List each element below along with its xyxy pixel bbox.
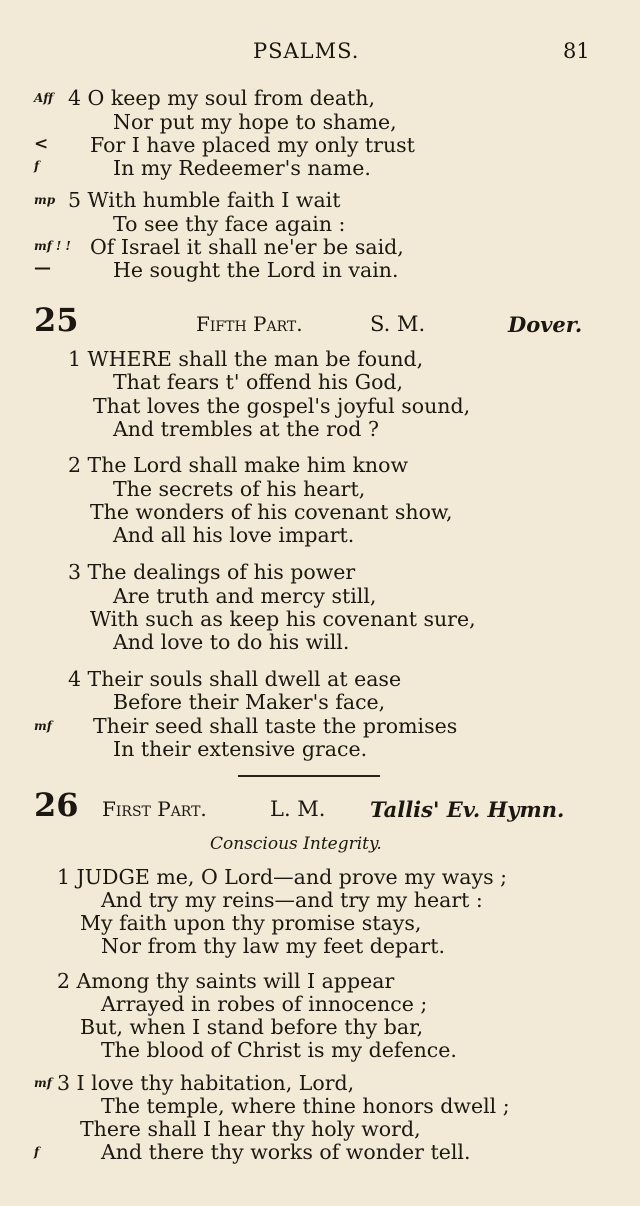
verse-line: 1 JUDGE me, O Lord—and prove my ways ;: [57, 865, 508, 889]
verse-line: To see thy face again :: [113, 212, 346, 236]
verse-line: Of Israel it shall ne'er be said,: [90, 235, 404, 259]
dash-mark: —: [34, 258, 51, 278]
page-number: 81: [563, 39, 590, 63]
verse-line: Arrayed in robes of innocence ;: [101, 992, 428, 1016]
hymn-number: 26: [34, 786, 79, 824]
verse-line: With such as keep his covenant sure,: [90, 607, 476, 631]
verse-line: And there thy works of wonder tell.: [101, 1140, 471, 1164]
tune-name: Dover.: [508, 312, 583, 337]
dynamic-mark: f: [34, 1145, 40, 1159]
dynamic-mark: Aff: [34, 91, 54, 105]
verse-line: The blood of Christ is my defence.: [101, 1038, 457, 1062]
verse-line: 2 The Lord shall make him know: [68, 453, 409, 477]
verse-line: For I have placed my only trust: [90, 133, 415, 157]
verse-line: My faith upon thy promise stays,: [80, 911, 422, 935]
verse-line: He sought the Lord in vain.: [113, 258, 399, 282]
verse-line: And try my reins—and try my heart :: [101, 888, 483, 912]
hymn-part: First Part.: [102, 797, 207, 821]
tune-name: Tallis' Ev. Hymn.: [370, 797, 565, 822]
verse-line: 1 WHERE shall the man be found,: [68, 347, 424, 371]
verse-line: Their seed shall taste the promises: [93, 714, 458, 738]
verse-line: Are truth and mercy still,: [113, 584, 377, 608]
verse-line: 3 I love thy habitation, Lord,: [57, 1071, 355, 1095]
dynamic-mark: mf: [34, 719, 52, 733]
verse-line: The secrets of his heart,: [113, 477, 366, 501]
verse-line: The wonders of his covenant show,: [90, 500, 453, 524]
dynamic-mark: mf ! !: [34, 239, 71, 253]
verse-line: And trembles at the rod ?: [113, 417, 379, 441]
verse-line: And love to do his will.: [113, 630, 350, 654]
verse-line: 5 With humble faith I wait: [68, 188, 341, 212]
hymn-meter: S. M.: [370, 312, 426, 336]
verse-line: But, when I stand before thy bar,: [80, 1015, 424, 1039]
verse-line: In their extensive grace.: [113, 737, 368, 761]
verse-line: 4 Their souls shall dwell at ease: [68, 667, 402, 691]
verse-line: The temple, where thine honors dwell ;: [101, 1094, 510, 1118]
verse-line: That loves the gospel's joyful sound,: [93, 394, 471, 418]
dynamic-mark: mp: [34, 193, 56, 207]
verse-line: And all his love impart.: [113, 523, 355, 547]
verse-line: 3 The dealings of his power: [68, 560, 356, 584]
hymn-subtitle: Conscious Integrity.: [210, 834, 382, 854]
verse-line: 2 Among thy saints will I appear: [57, 969, 395, 993]
hymn-part: Fifth Part.: [196, 312, 303, 336]
verse-line: In my Redeemer's name.: [113, 156, 371, 180]
dynamic-mark: mf: [34, 1076, 52, 1090]
verse-line: 4 O keep my soul from death,: [68, 86, 375, 110]
dynamic-mark: f: [34, 159, 40, 173]
crescendo-mark: <: [34, 134, 49, 154]
verse-line: Before their Maker's face,: [113, 690, 386, 714]
verse-line: That fears t' offend his God,: [113, 370, 404, 394]
hymn-meter: L. M.: [270, 797, 326, 821]
verse-line: There shall I hear thy holy word,: [80, 1117, 421, 1141]
hymn-number: 25: [34, 301, 79, 339]
verse-line: Nor from thy law my feet depart.: [101, 934, 445, 958]
running-header: PSALMS.: [253, 39, 360, 63]
section-divider: [238, 775, 380, 777]
verse-line: Nor put my hope to shame,: [113, 110, 397, 134]
